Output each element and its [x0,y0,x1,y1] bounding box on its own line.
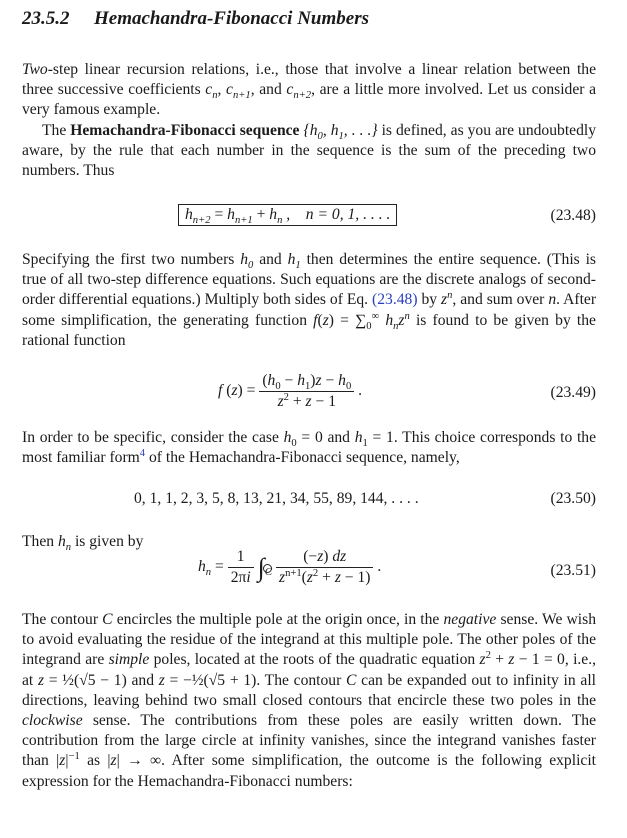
p6-text-b: encircles the multiple pole at the origin once, in the [112,611,444,628]
p6-text-h: can be expanded out to infinity in all directions, leaving behind two small closed contours that encircle these two poles in the [22,671,596,709]
paragraph-generating-function: Specifying the first two numbers $h_0$ and $h_1$ then determines the entire sequence. (This is true of all two-step difference equations. Such equations are the discrete analogs of second-order differential equations.) Multiply both sides of Eq. (23.48) by $z^n$, and sum over n. After some simplification, the generating function $f(z) = \sum_0^\infty$ $h_nz^n$ is found to be given by the rational function [22,251,597,349]
equation-23-49 [22,372,596,416]
p6-text-j: . After some simplification, the outcome is the following explicit expression for the Hemachandra-Fibonacci numbers: [22,752,596,790]
p6-em-clockwise: clockwise [22,712,83,730]
p1-coefficients: $c_n$, $c_{n+1}$, and $c_{n+2}$ [205,81,312,102]
eq-ref-23-48[interactable]: (23.48) [372,291,418,309]
contour-integral-symbol: ∫ [258,553,265,582]
eq-number-23-50: (23.50) [550,490,596,507]
p2-bold-term: Hemachandra-Fibonacci sequence [70,122,300,139]
p2-text-b: is defined, as you are undoubtedly aware, by the rule that each number in the sequence is the sum of the preceding two numbers. Thus [22,122,596,180]
paragraph-then-hn: Then $h_n$ is given by [22,533,144,554]
p3-text-d: , and sum over [452,291,549,309]
paragraph-definition [22,121,596,182]
p1-text-a: -step linear recursion relations, i.e., those that involve a linear relation between the three successive coefficients [22,61,596,99]
section-heading [22,8,596,30]
boxed-recursion: $h_{n+2} = h_{n+1} + h_n$ , n = 0, 1, . . . . [178,204,397,226]
p3-text-c: by [417,291,442,309]
equation-23-51 [22,548,596,594]
p6-text-g: . The contour [256,671,347,689]
eq-23-49-fraction: $\frac{(h_0 - h_1)z - h_0}{z^2 + z - 1}$ [259,372,354,411]
fibonacci-sequence: 0, 1, 1, 2, 3, 5, 8, 13, 21, 34, 55, 89, 144, . . . . [134,490,419,507]
p1-text-b: , are a little more involved. Let us consider a very famous example. [22,81,597,119]
p6-text-i: sense. The contributions from these poles are easily written down. The contribution from the large circle at infinity vanishes, since the integrand vanishes faster than [22,712,596,770]
eq-number-23-48: (23.48) [550,207,596,224]
p6-text-d: poles, located at the roots of the quadratic equation [149,651,480,669]
paragraph-intro [22,60,596,121]
p2-text-a: The [42,122,71,139]
paragraph-contour: The contour C encircles the multiple pole at the origin once, in the negative sense. We wish to avoid evaluating the residue of the integrand at this multiple pole. The other poles of the integrand are simple poles, located at the roots of the quadratic equation $z^2 + z - 1 = 0$, i.e., at z = ½(√5 − 1) and z = −½(√5 + 1). The contour C can be expanded out to infinity in all directions, leaving behind two small closed contours that encircle these two poles in the clockwise sense. The contributions from these poles are easily written down. The contribution from the large circle at infinity vanishes, since the integrand vanishes faster than $|z|^{-1}$ as |z| → ∞. After some simplification, the outcome is the following explicit expression for the Hemachandra-Fibonacci numbers: [22,611,597,790]
section-title: Hemachandra-Fibonacci Numbers [94,8,369,29]
p6-text-c: sense. We wish to avoid evaluating the residue of the integrand at this multiple pole. The other poles of the integrand are [22,611,596,669]
p6-text-e: , i.e., at [22,651,597,689]
p3-text-a: Specifying the first two numbers [22,251,241,268]
eq-23-49-body: f (z) = $\frac{(h_0 - h_1)z - h_0}{z^2 + z - 1}$ . [218,372,363,410]
equation-23-48 [22,207,596,231]
eq-number-23-49: (23.49) [550,384,596,401]
paragraph-specific-case: In order to be specific, consider the case $h_0 = 0$ and $h_1 = 1$. This choice corresponds to the most familiar form$^4$ of the Hemachandra-Fibonacci sequence, namely, [22,429,597,467]
equation-23-50 [22,490,596,514]
p4-text-b: . This choice corresponds to the most familiar form [22,429,597,467]
eq-23-51-body: $h_n$ = $\frac{1}{2\pi i}$ ∫ $_C$ $\frac{(-z) dz}{z^{n+1}(z^2 + z - 1)}$ . [198,548,382,586]
section-number: 23.5.2 [22,8,70,29]
p1-italic-two: Two [22,61,48,78]
eq-number-23-51: (23.51) [550,562,596,579]
p2-set: {$h_0$, $h_1$, . . .} [303,122,378,143]
p5-text-b: is given by [71,533,144,550]
p4-text-c: of the Hemachandra-Fibonacci sequence, namely, [145,449,460,467]
p3-text-b: then determines the entire sequence. (This is true of all two-step difference equations. Such equations are the discrete analogs of second-order differential equations.) Multiply both sides of Eq. [22,251,596,309]
p3-text-f: is found to be given by the rational function [22,311,596,349]
p6-em-simple: simple [108,651,150,669]
p5-text-a: Then [22,533,58,550]
p6-text-f: and [126,671,159,689]
p6-text-a: The contour [22,611,103,628]
p4-text-a: In order to be specific, consider the case [22,429,284,446]
eq-23-48-range: n = 0, 1, . . . . [305,206,391,223]
p6-em-negative: negative [443,611,497,628]
p3-text-e: . After some simplification, the generating function [22,291,597,329]
footnote-ref-4[interactable]: 4 [139,448,146,460]
